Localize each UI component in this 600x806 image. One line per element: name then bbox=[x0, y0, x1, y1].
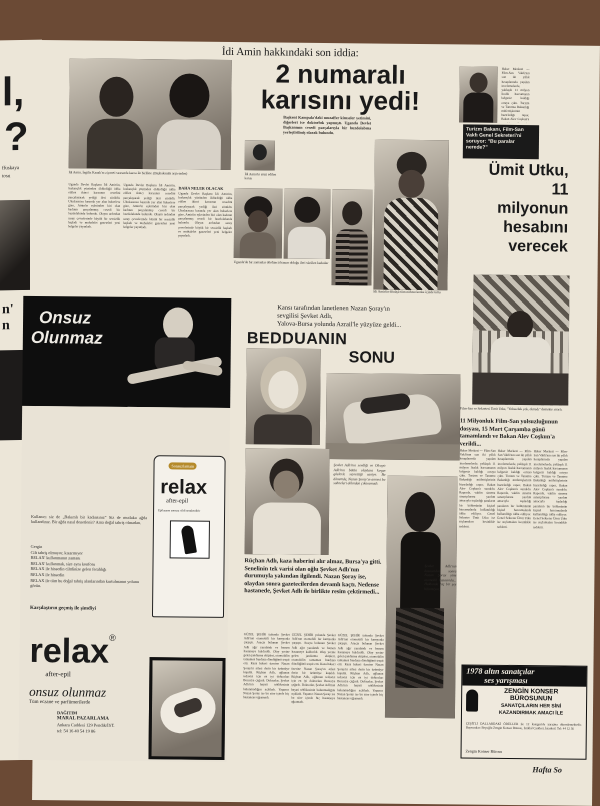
left-edge-fragment: tosu bbox=[2, 174, 11, 180]
nazan-kicker-line: Kansı tarafından lanetlenen Nazan Şoray'ın bbox=[277, 304, 390, 313]
concert-ad-org bbox=[480, 688, 582, 719]
relax-distributor bbox=[57, 710, 147, 735]
amin-wife-photo bbox=[373, 140, 449, 291]
nazan-callout2: Şevket Adlı'nın kazasından sonra Nazan Şoray yine otomobil kazasında... Hakkında hiç bir şey bilinmiyor. bbox=[424, 564, 457, 592]
amin-column-heading: DAHA NELER OLACAK bbox=[178, 185, 224, 191]
utku-portrait-photo bbox=[459, 66, 498, 122]
amin-body-text: Uganda Devlet Başkanı İdi Amin'in, kıskançlık yüzünden öldürdüğü iddia edilen ikinci karısının cesedini parçalayarak yediği ileri sürüldü. Uluslararası basında yer alan haberlere göre, Amin'in eşlerinden biri olan kadının parçalanmış cesedi bir buzdolabında bulundu. Olayın ardından saray çevrelerinde büyük bir sessizlik başladı ve muhalefet gazeteleri yeni belgeler yayınladı. bbox=[123, 182, 176, 230]
utku-body-text: Haber Merkezi — Film-San Vakfı'nın son iki yıllık hesaplarında yapılan incelemelerde, yaklaşık 11 milyon liralık harcamanın belgesiz kaldığı ortaya çıktı. Turizm ve Tanıtma Bakanlığı müfettişlerinin hazırladığı rapor, Bakan Alev Coşkun'a sunuldu. Raporda, vakfın sinema sanatçılarına yardım amacıyla topladığı paraların bir bölümünün kişisel harcamalarda kullanıldığı iddia ediliyor. Genel Sekreter Ümit Utku ise suçlamaları kesinlikle reddetti. bbox=[496, 448, 532, 529]
utku-body-text: Haber Merkezi — Film-San Vakfı'nın son iki yıllık hesaplarında yapılan incelemelerde, yaklaşık 11 milyon liralık harcamanın belgesiz kaldığı ortaya çıktı. Turizm ve Tanıtma Bakanlığı müfettişlerinin hazırladığı rapor, Bakan Alev Coşkun'a sunuldu. Raporda, vakfın sinema sanatçılarına yardım amacıyla topladığı paraların bir bölümünün kişisel harcamalarda kullanıldığı iddia ediliyor. Genel Sekreter Ümit Utku ise suçlamaları kesinlikle reddetti. bbox=[458, 448, 496, 529]
relax-tube bbox=[152, 455, 226, 618]
utku-headline-line: Ümit Utku, bbox=[488, 161, 569, 180]
amin-woman-photo bbox=[331, 189, 372, 285]
relax-tube-brand: Sonsuzlamam bbox=[169, 462, 198, 469]
page-footer: Hafta So bbox=[532, 765, 562, 775]
relax-ad-list bbox=[30, 544, 150, 590]
amin-photo-caption: İdi Amin, İngiliz Kanalı'nı ziyareti sırasında karısı ile birlikte. (Başbakanlık arşivinden) bbox=[68, 170, 188, 176]
nazan-lede: Rüçhan Adlı, kaza haberini alır almaz, Bursa'ya gitti. Senelinin tek varisi olan oğlu Şevket Adlı'nın durumuyla yakından ilgilendi. Nazan Şoray ise, olaydan sonra gazetecilerden devamlı kaçtı. Nedense hastanede, Şevket Adlı ile birlikte resim çektirmedi... bbox=[244, 558, 382, 596]
relax-small-photo bbox=[148, 657, 225, 760]
concert-ad-org-line: BÜROSUNUN bbox=[509, 695, 553, 703]
utku-headline bbox=[454, 160, 569, 256]
concert-ad-footer: Zengin Konser Bürosu bbox=[465, 748, 503, 754]
newspaper-page bbox=[29, 40, 600, 806]
utku-desk-photo bbox=[472, 275, 569, 406]
utku-kicker-box bbox=[463, 124, 539, 159]
relax-ad-tag: Onsuz bbox=[38, 308, 92, 328]
relax-dist-address: Ankara Caddesi 129 Pendik/İST. bbox=[56, 722, 115, 728]
nazan-headline: SONU bbox=[348, 349, 396, 367]
relax-slogan: onsuz olunmaz bbox=[29, 683, 107, 700]
concert-ad-org-line: KAZANDIRMAK AMACI İLE bbox=[498, 710, 564, 717]
nazan-body-text: GÜZEL ŞEHİR yolunda Şevket Adlı'nın otomobili bir kamyonla çarpıştı. Araçta bulunan Şevket Adlı ağır yaralandı ve hemen hastaneye kaldırıldı. Olay yerine gelen jandarma ekipleri, otomobilin tamamen hurdaya döndüğünü tespit etti. Kaza haberi üzerine Nazan Şoray'ın ailesi derin bir üzüntüye kapıldı. Rüçhan Adlı, oğlunun tedavisi için en iyi doktorları Bursa'ya çağırdı. Doktorlar, Şevket Adlı'nın hayati tehlikesinin bulunmadığını açıkladı. Yapımcı Nazan Şoray ise bu süre içinde hiç hastaneye uğramadı. bbox=[337, 633, 384, 701]
amin-wife-caption: İdi Amin'in dönüşü tüm nüfusu korku içinde tuttu bbox=[373, 289, 441, 295]
relax-ad bbox=[18, 406, 230, 762]
nazan-kicker bbox=[277, 304, 477, 330]
relax-ad-tag: Olunmaz bbox=[30, 327, 103, 348]
utku-sidebar-text: Haber Merkezi — Film-San Vakfı'nın son iki yıllık hesaplarında yapılan incelemelerde, yaklaşık 11 milyon liralık harcamanın belgesiz kaldığı ortaya çıktı. Turizm ve Tanıtma Bakanlığı müfettişlerinin hazırladığı rapor, Bakan Alev Coşkun'a bbox=[501, 66, 530, 122]
relax-ad-banner bbox=[22, 296, 231, 408]
relax-dist-label: DAĞITIM bbox=[56, 710, 78, 716]
nazan-body-text: GÜZEL ŞEHİR yolunda Şevket Adlı'nın otomobili bir kamyonla çarpıştı. Araçta bulunan Şevket Adlı ağır yaralandı ve hemen hastaneye kaldırıldı. Olay yerine gelen jandarma ekipleri, otomobilin tamamen hurdaya döndüğünü tespit etti. Kaza haberi üzerine Nazan Şoray'ın ailesi derin bir üzüntüye kapıldı. Rüçhan Adlı, oğlunun tedavisi için en iyi doktorları Bursa'ya çağırdı. Doktorlar, Şevket Adlı'nın hayati tehlikesinin bulunmadığını açıkladı. Yapımcı Nazan Şoray ise bu süre içinde hiç hastaneye uğramadı. bbox=[243, 632, 290, 700]
relax-stockists: Tüm eczane ve parfümerilerde bbox=[29, 699, 91, 706]
relax-ad-list-item: RELAX ile hissedin bbox=[30, 571, 65, 578]
nazan-kicker-line: Yalova-Bursa yolunda Azrail'le yüzyüze geldi... bbox=[277, 320, 402, 329]
left-edge-fragment: ffuskaya bbox=[2, 166, 20, 172]
relax-tube-logo: relax bbox=[160, 476, 208, 499]
utku-kicker: Turizm Bakanı, Film-San Vakfı Genel Sekreteri'ni soruyor: "Bu paralar nerede?" bbox=[465, 126, 524, 151]
concert-ad-org-line: ZENGİN KONSER bbox=[504, 687, 559, 696]
nazan-callout: Şevket Adlı'nın sevdiği ve Olcaytı Adlı'nın bütün olaylara kırgın gözlerle seyrettiği saniye. Bu dönemde, Nazan Şoray'ın annesi bu sahneleri aklından çıkaramadı. bbox=[333, 463, 386, 486]
amin-small-photo bbox=[245, 140, 275, 170]
relax-logo-sub: after-epil bbox=[45, 670, 71, 679]
utku-headline-line: milyonun bbox=[497, 199, 569, 218]
relax-ad-cta: Karşılaştırın geçmiş ile şimdiyi bbox=[30, 605, 97, 612]
relax-ad-list-item: RELAX ile hissedin ciltdinize gelen ferahlığı bbox=[30, 566, 107, 573]
concert-ad-title: 1978 altın sanatçılar bbox=[466, 666, 535, 677]
utku-photo-caption: Film-San ve Sekreteri Ümit Utku, "Yolsuzluk yok, olmadı" demekte ısrarlı. bbox=[460, 406, 563, 412]
utku-headline-line: verecek bbox=[508, 237, 568, 256]
concert-ad-logo bbox=[466, 689, 478, 711]
utku-headline-line: hesabını bbox=[503, 218, 569, 237]
amin-headline-line: 2 numaralı bbox=[275, 58, 406, 90]
amin-women-caption: Uganda'da bir zamanlar dördüncü hanım olduğu ileri sürülen kadınlar bbox=[233, 260, 329, 266]
left-edge-photo bbox=[0, 200, 30, 291]
left-edge-fragment: ? bbox=[4, 114, 29, 160]
concert-ad-org-line: SANATÇILARIN HER SİNİ bbox=[500, 702, 562, 710]
nazan-portrait-photo bbox=[246, 348, 321, 445]
utku-body-text: Haber Merkezi — Film-San Vakfı'nın son iki yıllık hesaplarında yapılan incelemelerde, yaklaşık 11 milyon liralık harcamanın belgesiz kaldığı ortaya çıktı. Turizm ve Tanıtma Bakanlığı müfettişlerinin hazırladığı rapor, Bakan Alev Coşkun'a sunuldu. Raporda, vakfın sinema sanatçılarına yardım amacıyla topladığı paraların bir bölümünün kişisel harcamalarda kullanıldığı iddia ediliyor. Genel Sekreter Ümit Utku ise suçlamaları kesinlikle reddetti. bbox=[532, 449, 568, 529]
relax-ad-list-item: Cilt tahriş olmuyor, kızarmıyor bbox=[30, 549, 83, 556]
relax-logo-reg: ® bbox=[109, 632, 116, 643]
relax-ad-list-item: Gergin bbox=[30, 543, 43, 550]
sevket-portrait-photo bbox=[245, 448, 330, 555]
amin-body-text: Uganda Devlet Başkanı İdi Amin'in, kıskançlık yüzünden öldürdüğü iddia edilen ikinci karısının cesedini parçalayarak yediği ileri sürüldü. Uluslararası basında yer alan haberlere göre, Amin'in eşlerinden biri olan kadının parçalanmış cesedi bir buzdolabında bulundu. Olayın ardından saray çevrelerinde büyük bir sessizlik başladı ve muhalefet gazeteleri yeni belgeler yayınladı. bbox=[68, 182, 121, 229]
left-edge-fragment: n bbox=[2, 318, 10, 334]
nazan-headline: BEDDUANIN bbox=[246, 330, 348, 349]
relax-dist-phone: tel: 54 16 40 54 19 86 bbox=[56, 728, 96, 734]
relax-dist-name: MARAL PAZARLAMA bbox=[56, 716, 109, 722]
amin-headline-line: karısını yedi! bbox=[260, 84, 421, 116]
concert-ad bbox=[460, 664, 587, 759]
nazan-crash-photo bbox=[326, 373, 461, 460]
concert-ad-details: ÇEŞİTLİ DALLARDAKİ ÖDÜLLER ile 12 kategoride yarışma düzenlemektedir. Başvurular: Beyoğlu Zengin Konser Bürosu, İstiklal Caddesi, İstanbul. Tel: 44 12 36 bbox=[465, 721, 582, 731]
left-edge-fragment: n' bbox=[2, 302, 14, 318]
concert-ad-title-bar bbox=[462, 665, 586, 686]
utku-headline-line: 11 bbox=[551, 181, 569, 199]
relax-logo-word: relax bbox=[29, 631, 110, 671]
relax-ad-list-item: RELAX' kullanmanın zamanı bbox=[30, 555, 81, 561]
amin-main-photo bbox=[69, 58, 232, 170]
amin-headline bbox=[235, 60, 446, 114]
left-edge-fragment: l, bbox=[2, 69, 25, 115]
relax-logo bbox=[29, 632, 115, 672]
concert-ad-title: ses yarışması bbox=[484, 675, 528, 686]
utku-lede: 11 Milyonluk Film-San yolsuzluğunun dosyası, 15 Mart Çarşamba günü tamamlandı ve Bakan Alev Coşkun'a verildi... bbox=[459, 418, 558, 448]
relax-ad-list-item: RELAX ile tüm bu doğal tahriş alanlarından kurtulmanın yolunu görün. bbox=[30, 577, 139, 589]
amin-woman-photo bbox=[284, 189, 331, 259]
nazan-body-text: GÜZEL ŞEHİR yolunda Şevket Adlı'nın otomobili bir kamyonla çarpıştı. Araçta bulunan Şevket Adlı ağır yaralandı ve hemen hastaneye kaldırıldı. Olay yerine gelen jandarma ekipleri, otomobilin tamamen hurdaya döndüğünü tespit etti. Kaza haberi üzerine Nazan Şoray'ın ailesi derin bir üzüntüye kapıldı. Rüçhan Adlı, oğlunun tedavisi için en iyi doktorları Bursa'ya çağırdı. Doktorlar, Şevket Adlı'nın hayati tehlikesinin bulunmadığını açıkladı. Yapımcı Nazan Şoray ise bu süre içinde hiç hastaneye uğramadı. bbox=[291, 632, 336, 705]
relax-ad-model bbox=[122, 307, 227, 404]
relax-ad-intro: Kullanıcı siz de „Bakımlı bir kadınsınız" Siz de mutlaka ağda kullandınız. Bir ağda nasıl denetlenir? Ama doğal tahriş olmadan. bbox=[30, 513, 148, 526]
amin-small-caption: İdi Amin'in sözü edilen karısı bbox=[244, 172, 277, 181]
amin-body-text: Uganda Devlet Başkanı İdi Amin'in, kıskançlık yüzünden öldürdüğü iddia edilen ikinci karısının cesedini parçalayarak yediği ileri sürüldü. Uluslararası basında yer alan haberlere göre, Amin'in eşlerinden biri olan kadının parçalanmış cesedi bir buzdolabında bulundu. Olayın ardından saray çevrelerinde büyük bir sessizlik başladı ve muhalefet gazeteleri yeni belgeler yayınladı. bbox=[177, 191, 233, 238]
nazan-kicker-line: sevgilisi Şevket Adlı, bbox=[277, 312, 333, 321]
relax-tube-sub: after-epil bbox=[166, 498, 189, 505]
amin-lede: Başkent Kampala'daki muzaffer kimseler yetimini, diğerleri ise doktorluk yapmıştı. Uganda Devlet Başkanının cesedi parçalarıyla bir buzdolabına yerleştirilmiş olarak bulundu. bbox=[283, 114, 372, 136]
amin-kicker: İdi Amin hakkındaki son iddia: bbox=[221, 45, 359, 60]
amin-woman-photo bbox=[234, 188, 283, 258]
relax-ad-list-item: RELAX' kullanmak, size aynı konforu bbox=[30, 560, 96, 567]
relax-tube-tiny: Epilasyon sonrası cildi nemlendirir bbox=[158, 508, 201, 513]
relax-tube-figure bbox=[170, 520, 210, 558]
